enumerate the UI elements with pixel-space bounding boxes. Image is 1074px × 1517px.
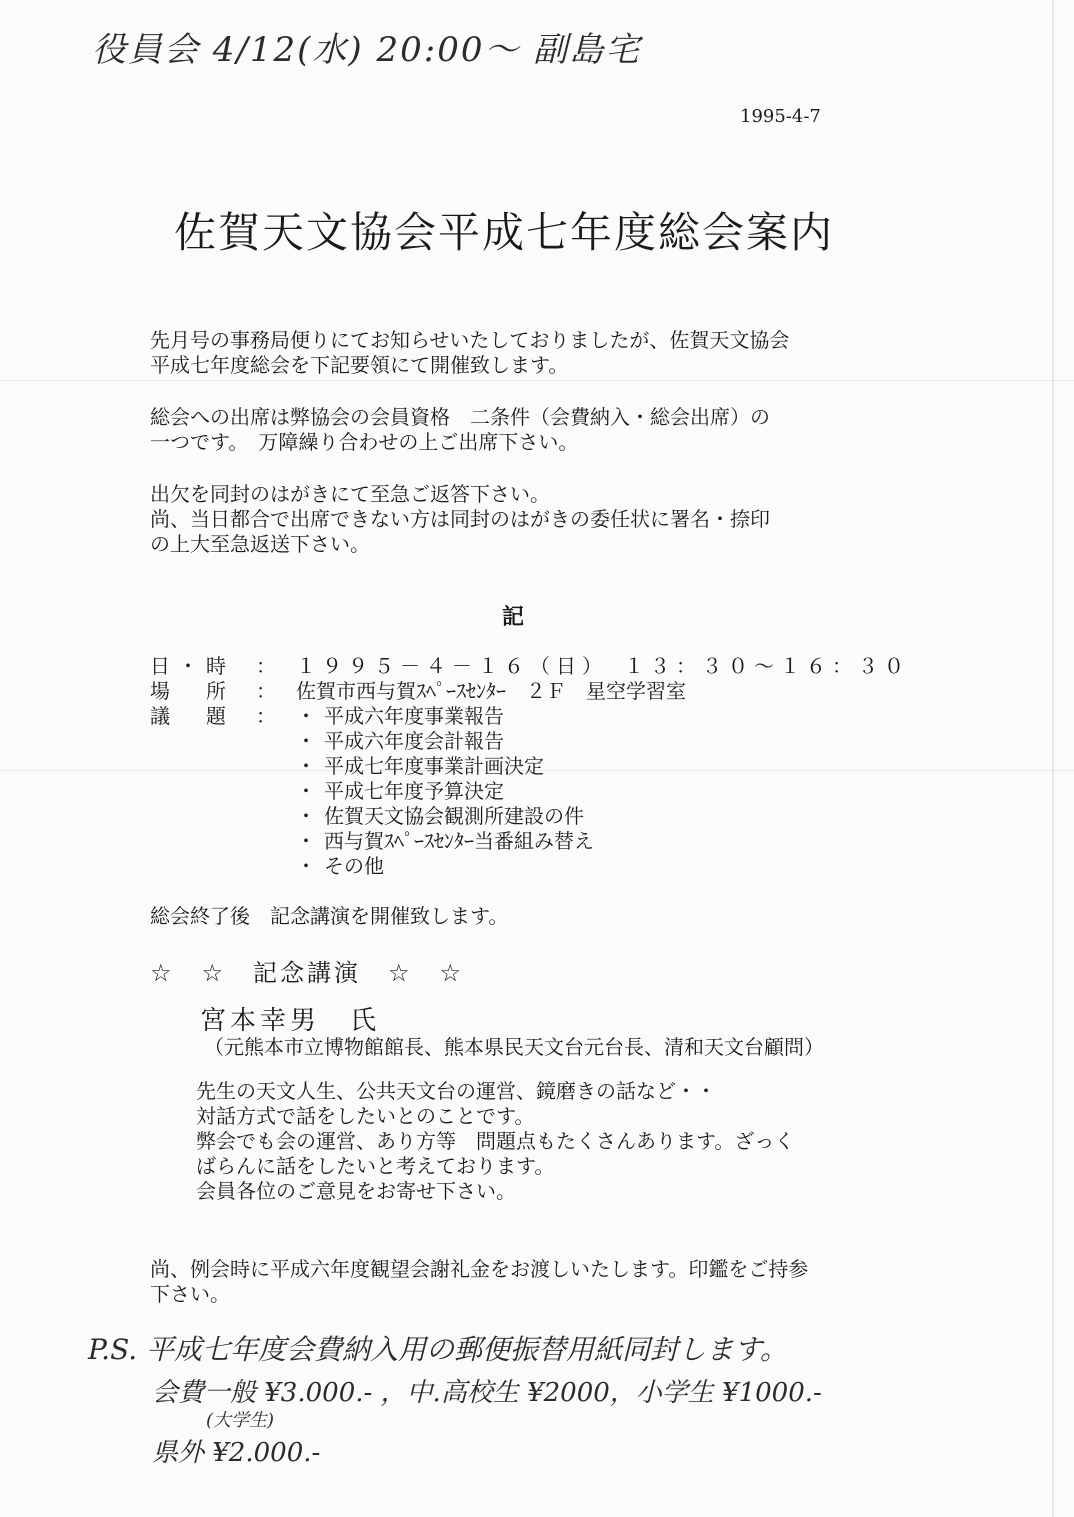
paper-edge bbox=[1052, 0, 1054, 1517]
after-meeting-text: 総会終了後 記念講演を開催致します。 bbox=[150, 904, 509, 928]
agenda-bullet: ・ bbox=[296, 854, 316, 878]
membership-line-1: 総会への出席は弊協会の会員資格 二条件（会費納入・総会出席）の bbox=[150, 405, 770, 429]
lecture-heading: ☆ ☆ 記念講演 ☆ ☆ bbox=[150, 959, 465, 987]
datetime-label: 日・時 bbox=[150, 654, 234, 678]
datetime-value: １９９５－４－１６（日） １３：３０～１６：３０ bbox=[296, 654, 910, 678]
membership-line-2: 一つです。 万障繰り合わせの上ご出席下さい。 bbox=[150, 430, 579, 454]
reply-line-1: 出欠を同封のはがきにて至急ご返答下さい。 bbox=[150, 482, 550, 506]
document-title: 佐賀天文協会平成七年度総会案内 bbox=[174, 208, 835, 257]
speaker-credentials: （元熊本市立博物館館長、熊本県民天文台元台長、清和天文台顧問） bbox=[204, 1035, 824, 1059]
lecture-desc-line: ばらんに話をしたいと考えております。 bbox=[196, 1154, 555, 1178]
agenda-bullet: ・ bbox=[296, 754, 316, 778]
agenda-item: 平成七年度事業計画決定 bbox=[324, 754, 544, 778]
agenda-item: 西与賀ｽﾍﾟｰｽｾﾝﾀｰ当番組み替え bbox=[324, 829, 594, 853]
lecture-desc-line: 弊会でも会の運営、あり方等 問題点もたくさんあります。ざっく bbox=[196, 1129, 795, 1153]
agenda-bullet: ・ bbox=[296, 779, 316, 803]
speaker-name: 宮本幸男 氏 bbox=[200, 1006, 381, 1036]
agenda-bullet: ・ bbox=[296, 804, 316, 828]
note-line-2: 下さい。 bbox=[150, 1282, 230, 1306]
fold-line bbox=[0, 380, 1074, 381]
handwritten-ps-line-1: P.S. 平成七年度会費納入用の郵便振替用紙同封します。 bbox=[88, 1333, 788, 1366]
agenda-bullet: ・ bbox=[296, 829, 316, 853]
note-line-1: 尚、例会時に平成六年度観望会謝礼金をお渡しいたします。印鑑をご持参 bbox=[150, 1257, 809, 1281]
agenda-item: 平成七年度予算決定 bbox=[324, 779, 504, 803]
reply-line-2: 尚、当日都合で出席できない方は同封のはがきの委任状に署名・捺印 bbox=[150, 507, 770, 531]
agenda-item: 佐賀天文協会観測所建設の件 bbox=[324, 804, 584, 828]
agenda-item: 平成六年度事業報告 bbox=[324, 704, 504, 728]
agenda-item: 平成六年度会計報告 bbox=[324, 729, 504, 753]
agenda-item: その他 bbox=[324, 854, 384, 878]
handwritten-ps-annotation: (大学生) bbox=[206, 1410, 275, 1431]
place-colon: ： bbox=[256, 679, 276, 703]
ki-heading: 記 bbox=[502, 605, 525, 630]
place-label: 場 所 bbox=[150, 679, 234, 703]
agenda-bullet: ・ bbox=[296, 729, 316, 753]
datetime-colon: ： bbox=[256, 654, 276, 678]
agenda-bullet: ・ bbox=[296, 704, 316, 728]
intro-line-1: 先月号の事務局便りにてお知らせいたしておりましたが、佐賀天文協会 bbox=[150, 328, 790, 352]
reply-line-3: の上大至急返送下さい。 bbox=[150, 532, 370, 556]
handwritten-ps-out-of-prefecture: 県外 ¥2.000.- bbox=[152, 1438, 321, 1468]
agenda-colon: ： bbox=[256, 704, 276, 728]
lecture-desc-line: 会員各位のご意見をお寄せ下さい。 bbox=[196, 1179, 516, 1203]
agenda-label: 議 題 bbox=[150, 704, 234, 728]
handwritten-ps-fees: 会費一般 ¥3.000.- ，中.高校生 ¥2000，小学生 ¥1000.- bbox=[152, 1378, 822, 1408]
handwritten-meeting-note: 役員会 4/12(水) 20:00～ 副島宅 bbox=[92, 30, 642, 70]
lecture-desc-line: 先生の天文人生、公共天文台の運営、鏡磨きの話など・・ bbox=[196, 1079, 716, 1103]
place-value: 佐賀市西与賀ｽﾍﾟｰｽｾﾝﾀｰ ２Ｆ 星空学習室 bbox=[296, 679, 686, 703]
lecture-desc-line: 対話方式で話をしたいとのことです。 bbox=[196, 1104, 535, 1128]
document-date: 1995-4-7 bbox=[740, 106, 821, 127]
intro-line-2: 平成七年度総会を下記要領にて開催致します。 bbox=[150, 353, 569, 377]
